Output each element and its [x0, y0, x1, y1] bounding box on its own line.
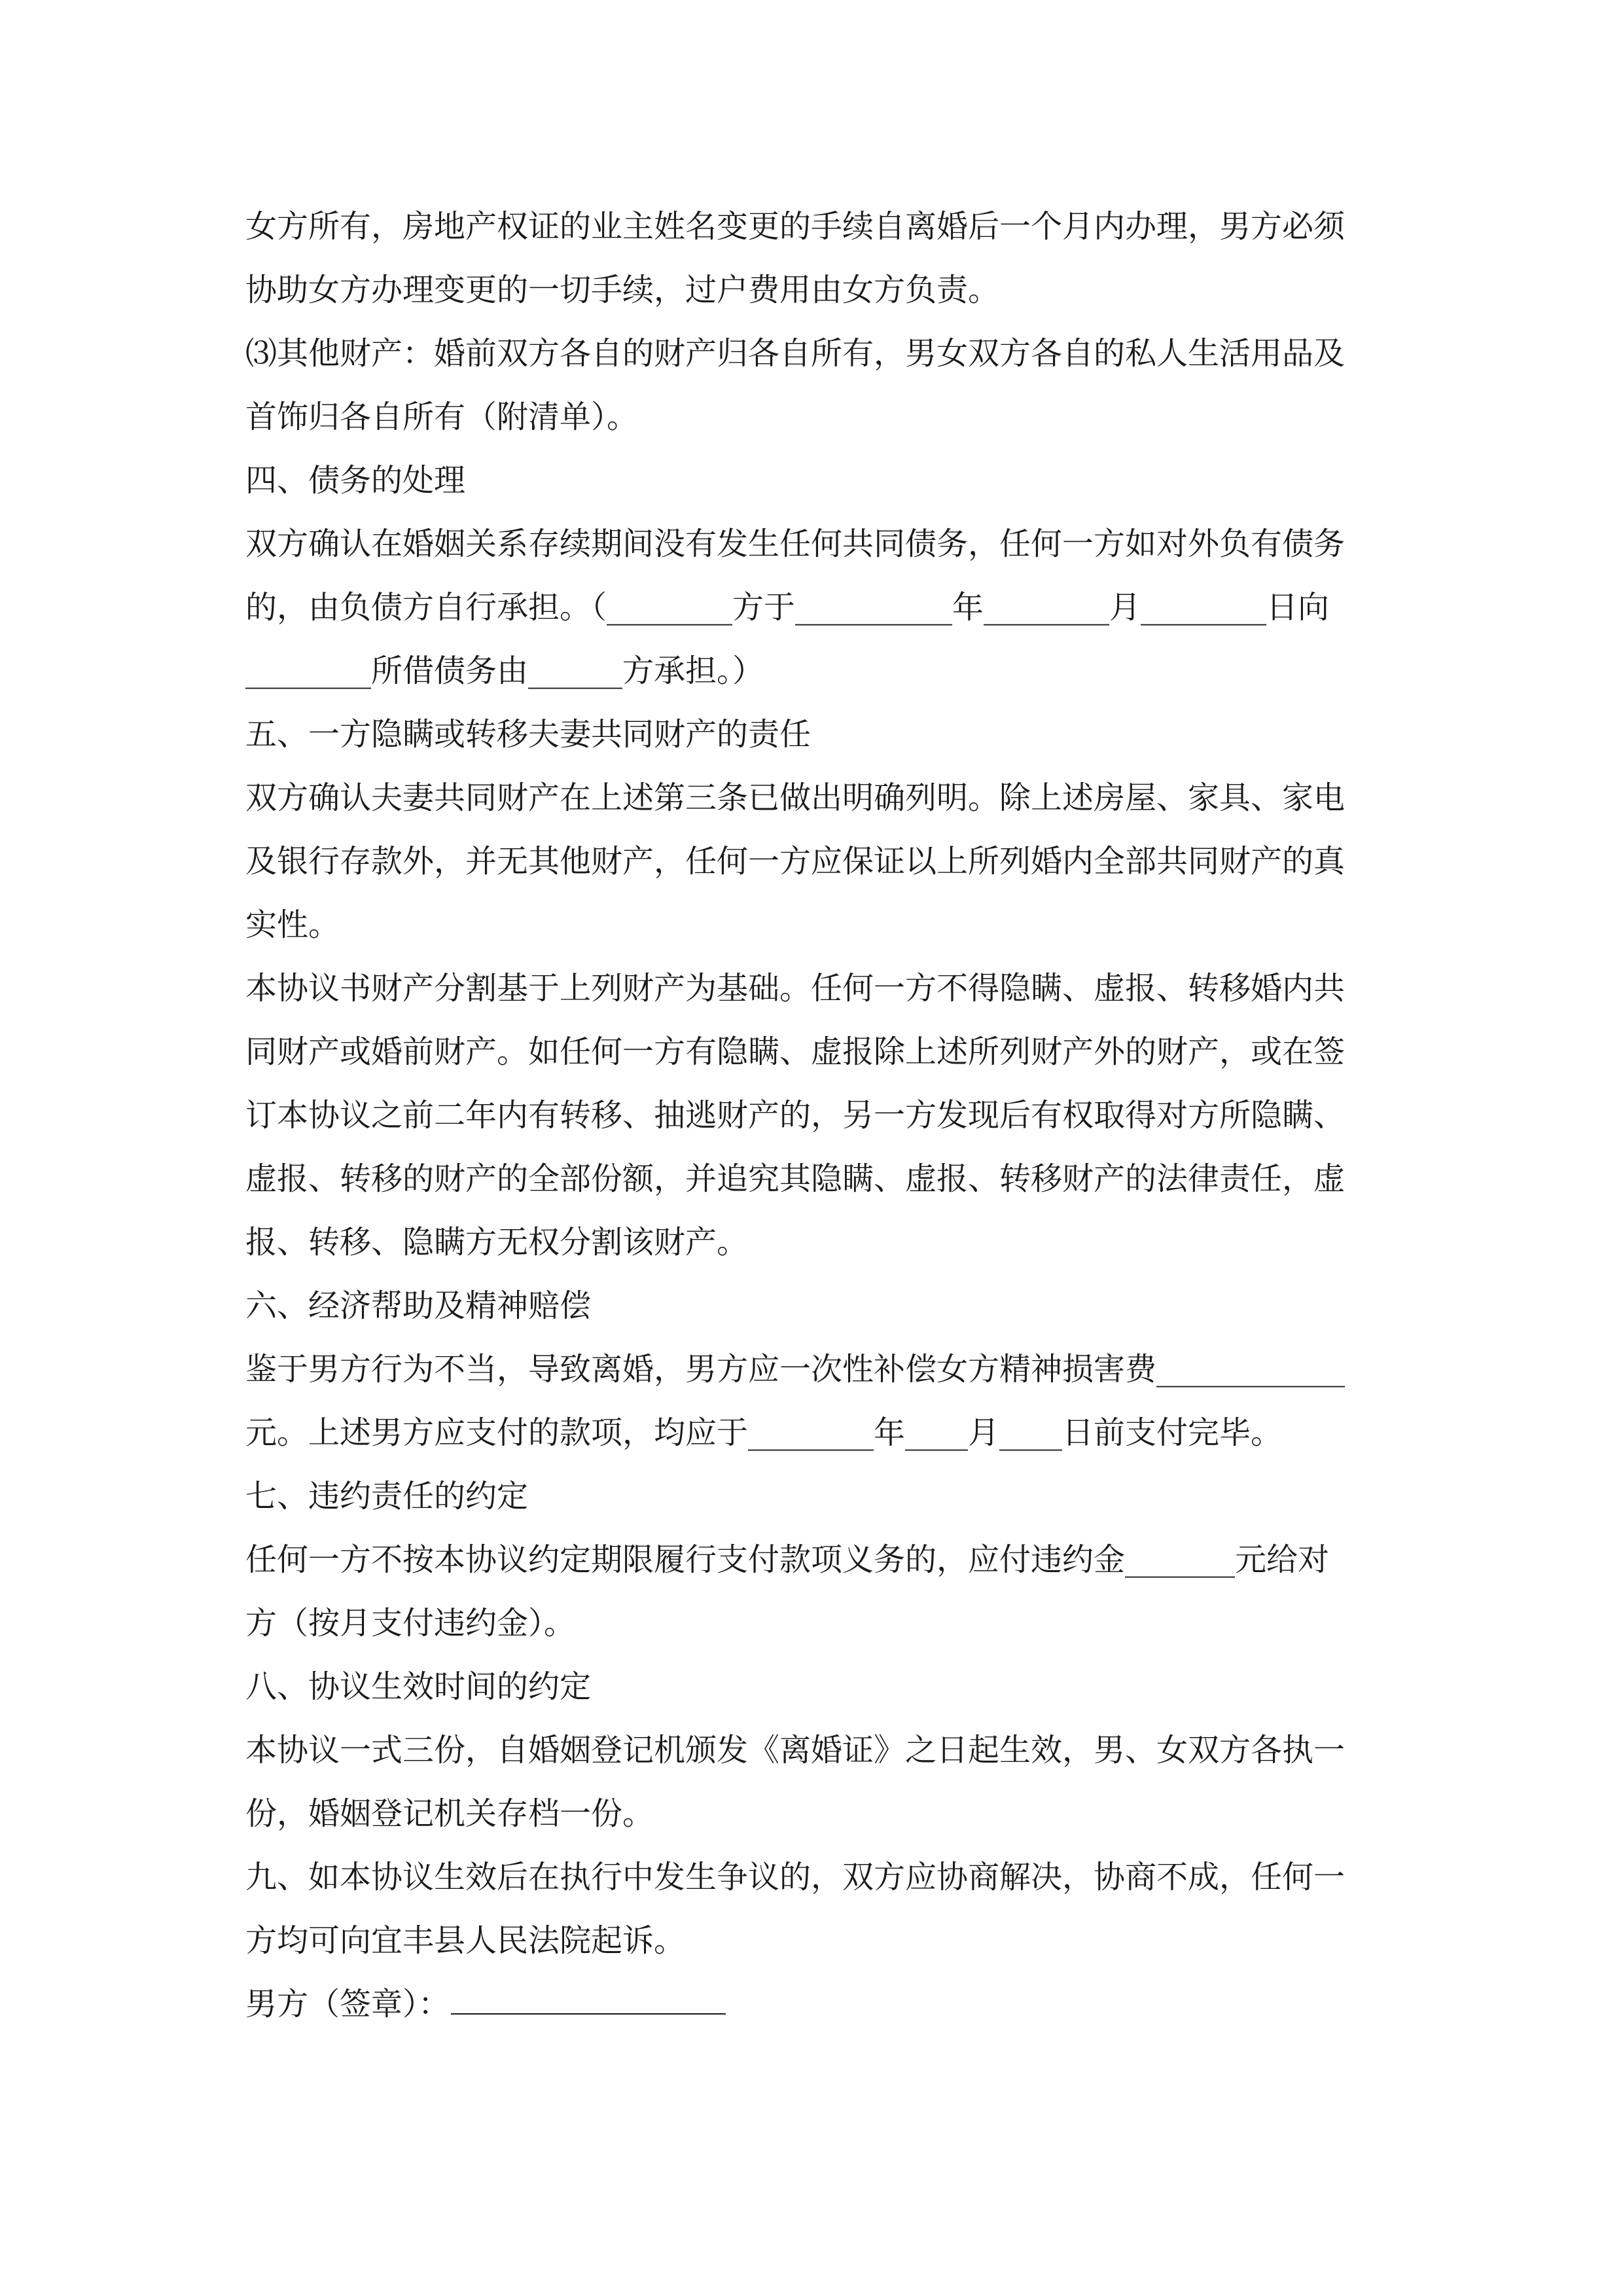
text-line: 同财产或婚前财产。如任何一方有隐瞒、虚报除上述所列财产外的财产，或在签 — [245, 1033, 1346, 1070]
text-line: 虚报、转移的财产的全部份额，并追究其隐瞒、虚报、转移财产的法律责任，虚 — [245, 1160, 1346, 1197]
text-line: 协助女方办理变更的一切手续，过户费用由女方负责。 — [245, 272, 1000, 308]
text-line: 本协议一式三份，自婚姻登记机颁发《离婚证》之日起生效，男、女双方各执一 — [245, 1732, 1346, 1768]
text-line: 九、如本协议生效后在执行中发生争议的，双方应协商解决，协商不成，任何一 — [245, 1859, 1346, 1895]
text-line: 双方确认夫妻共同财产在上述第三条已做出明确列明。除上述房屋、家具、家电 — [245, 780, 1346, 816]
section-heading-concealment: 五、一方隐瞒或转移夫妻共同财产的责任 — [245, 716, 812, 753]
section-heading-debts: 四、债务的处理 — [245, 462, 466, 499]
text-line: 元。上述男方应支付的款项，均应于________年____月____日前支付完毕。 — [245, 1414, 1283, 1451]
signature-blank[interactable] — [451, 1983, 726, 2015]
text-line: ________所借债务由______方承担。） — [245, 653, 764, 689]
text-line: 女方所有，房地产权证的业主姓名变更的手续自离婚后一个月内办理，男方必须 — [245, 208, 1346, 245]
section-heading-effective: 八、协议生效时间的约定 — [245, 1668, 592, 1705]
text-line: 双方确认在婚姻关系存续期间没有发生任何共同债务，任何一方如对外负有债务 — [245, 526, 1346, 562]
text-line: 份，婚姻登记机关存档一份。 — [245, 1795, 654, 1832]
text-line: 及银行存款外，并无其他财产，任何一方应保证以上所列婚内全部共同财产的真 — [245, 843, 1346, 880]
text-line: 鉴于男方行为不当，导致离婚，男方应一次性补偿女方精神损害费____________ — [245, 1351, 1346, 1388]
text-line: 任何一方不按本协议约定期限履行支付款项义务的，应付违约金_______元给对 — [245, 1541, 1330, 1578]
text-line: 订本协议之前二年内有转移、抽逃财产的，另一方发现后有权取得对方所隐瞒、 — [245, 1097, 1346, 1134]
text-line: 报、转移、隐瞒方无权分割该财产。 — [245, 1224, 749, 1261]
section-heading-breach: 七、违约责任的约定 — [245, 1478, 529, 1515]
document-page — [245, 195, 1384, 2036]
text-line: 方均可向宜丰县人民法院起诉。 — [245, 1922, 686, 1959]
text-line: 的，由负债方自行承担。（________方于__________年________月________日向 — [245, 589, 1330, 626]
text-line: ⑶其他财产：婚前双方各自的财产归各自所有，男女双方各自的私人生活用品及 — [245, 335, 1346, 372]
text-line: 首饰归各自所有（附清单）。 — [245, 399, 639, 435]
text-line: 方（按月支付违约金）。 — [245, 1605, 576, 1641]
section-heading-compensation: 六、经济帮助及精神赔偿 — [245, 1287, 592, 1324]
signature-label: 男方（签章）： — [245, 1986, 450, 2022]
signature-line — [245, 1973, 1384, 2036]
text-line: 本协议书财产分割基于上列财产为基础。任何一方不得隐瞒、虚报、转移婚内共 — [245, 970, 1346, 1007]
text-line: 实性。 — [245, 906, 340, 943]
